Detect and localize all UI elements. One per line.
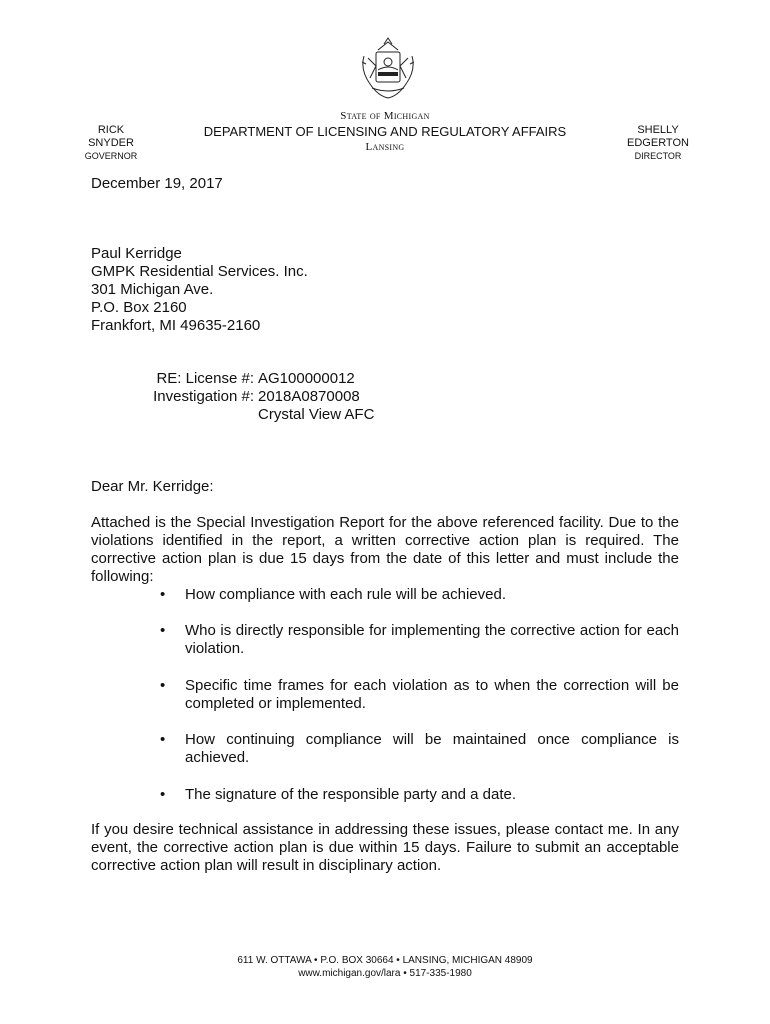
investigation-value: 2018A0870008 — [258, 388, 360, 405]
bullet-item: Specific time frames for each violation as to when the correction will be completed or implemented. — [185, 677, 679, 712]
license-value: AG100000012 — [258, 370, 355, 387]
bullet-item: Who is directly responsible for implementing the corrective action for each violation. — [185, 622, 679, 657]
state-line: State of Michigan — [340, 110, 430, 122]
city-line: Lansing — [365, 141, 405, 153]
recipient-street: 301 Michigan Ave. — [91, 281, 214, 298]
facility-name: Crystal View AFC — [258, 406, 375, 423]
director-name: SHELLY EDGERTON — [627, 124, 689, 149]
recipient-company: GMPK Residential Services. Inc. — [91, 263, 308, 280]
recipient-name: Paul Kerridge — [91, 245, 182, 262]
bullet-item: The signature of the responsible party and a date. — [185, 786, 517, 803]
letter-date: December 19, 2017 — [91, 175, 223, 192]
recipient-address — [91, 245, 308, 335]
department-name: DEPARTMENT OF LICENSING AND REGULATORY AFFAIRS — [203, 124, 567, 139]
bullet-dot: • — [160, 677, 166, 694]
governor-name: RICK SNYDER — [88, 124, 134, 149]
investigation-label: Investigation #: — [153, 388, 254, 405]
footer-address: 611 W. OTTAWA • P.O. BOX 30664 • LANSING, MICHIGAN 48909 — [237, 955, 533, 966]
closing-paragraph: If you desire technical assistance in addressing these issues, please contact me. In any event, the corrective action plan is due within 15 days. Failure to submit an acceptable corrective action plan will result in disciplinary action. — [91, 821, 679, 874]
salutation: Dear Mr. Kerridge: — [91, 478, 214, 495]
michigan-state-seal-icon — [356, 36, 420, 100]
bullet-item: How compliance with each rule will be achieved. — [185, 586, 506, 603]
recipient-po-box: P.O. Box 2160 — [91, 299, 187, 316]
bullet-dot: • — [160, 586, 166, 603]
footer-contact: www.michigan.gov/lara • 517-335-1980 — [298, 968, 472, 979]
license-label: RE: License #: — [156, 370, 254, 387]
bullet-item: How continuing compliance will be maintained once compliance is achieved. — [185, 731, 679, 766]
recipient-city: Frankfort, MI 49635-2160 — [91, 317, 261, 334]
director-block — [606, 124, 710, 162]
bullet-dot: • — [160, 731, 166, 748]
bullet-dot: • — [160, 622, 166, 639]
intro-paragraph: Attached is the Special Investigation Report for the above referenced facility. Due to the violations identified in the report, a written corrective action plan is required. The corrective action plan is due 15 days from the date of this letter and must include the following: — [91, 514, 679, 585]
director-title: DIRECTOR — [634, 151, 682, 161]
governor-title: GOVERNOR — [84, 151, 138, 161]
bullet-dot: • — [160, 786, 166, 803]
